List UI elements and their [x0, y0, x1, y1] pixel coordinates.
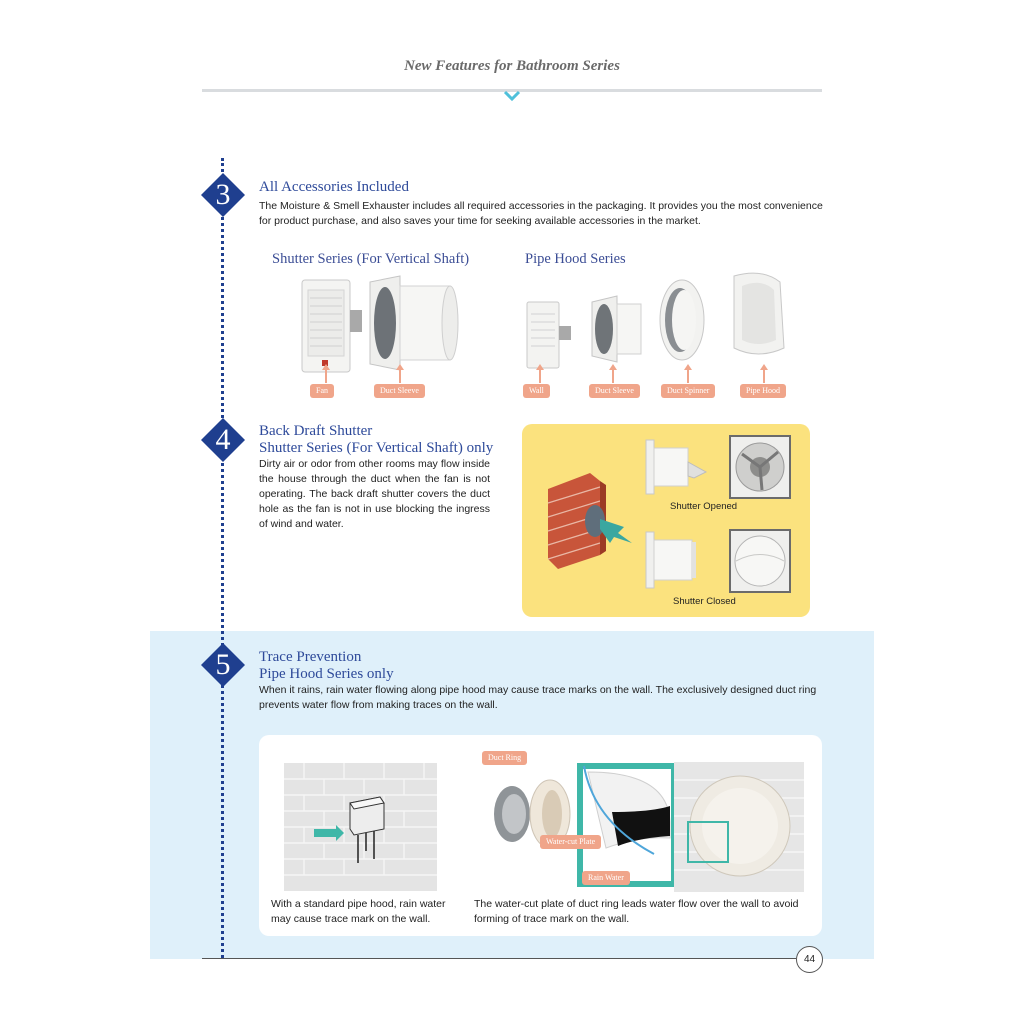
section-5-badge — [201, 643, 245, 687]
tag-fan: Fan — [310, 384, 334, 398]
pipe-hood-arrow — [763, 369, 765, 383]
shutter-closed-label: Shutter Closed — [673, 596, 736, 607]
section-5-body: When it rains, rain water flowing along pipe hood may cause trace marks on the wall. The exclusively designed duct ring prevents water flow from making traces on the wall. — [259, 684, 817, 711]
duct-ring-illustration — [478, 762, 804, 892]
section-3-body: The Moisture & Smell Exhauster includes all required accessories in the packaging. It provides you the most convenience for product purchase, and also saves your time for seeking available accessories in the market. — [259, 200, 823, 227]
duct-sleeve-arrow — [399, 369, 401, 383]
shutter-opened-label: Shutter Opened — [670, 501, 738, 512]
tag-wall: Wall — [523, 384, 550, 398]
timeline-dotted-line — [221, 158, 224, 958]
section-4-title: Back Draft Shutter — [259, 423, 373, 439]
footer-divider — [202, 958, 796, 959]
pipe-hood-series-heading: Pipe Hood Series — [525, 251, 626, 267]
section-3-number: 3 — [215, 178, 231, 211]
tag-pipe-duct-sleeve: Duct Sleeve — [589, 384, 640, 398]
section-4-badge — [201, 418, 245, 462]
standard-pipe-hood-illustration — [284, 763, 437, 891]
shutter-closed-front-view — [728, 528, 792, 594]
shutter-closed-side-view — [644, 530, 710, 590]
chevron-down-icon — [503, 90, 521, 102]
shutter-opened-front-view — [728, 434, 792, 500]
section-4-subtitle: Shutter Series (For Vertical Shaft) only — [259, 440, 494, 456]
shutter-series-heading: Shutter Series (For Vertical Shaft) — [272, 251, 470, 267]
tag-water-cut-plate: Water-cut Plate — [540, 835, 601, 849]
tag-rain-water: Rain Water — [582, 871, 630, 885]
tag-duct-ring: Duct Ring — [482, 751, 527, 765]
fan-arrow — [325, 369, 327, 383]
pipe-hood-series-illustration — [522, 268, 792, 373]
tag-duct-sleeve: Duct Sleeve — [374, 384, 425, 398]
tag-duct-spinner: Duct Spinner — [661, 384, 715, 398]
tag-pipe-hood: Pipe Hood — [740, 384, 786, 398]
page-number: 44 — [796, 946, 823, 973]
pipe-duct-sleeve-arrow — [612, 369, 614, 383]
duct-spinner-arrow — [687, 369, 689, 383]
shutter-opened-side-view — [644, 438, 710, 498]
section-3-badge — [201, 173, 245, 217]
section-5-subtitle: Pipe Hood Series only — [259, 666, 394, 682]
section-5-number: 5 — [215, 648, 231, 681]
section-5-title: Trace Prevention — [259, 649, 362, 665]
brick-wall-illustration — [540, 469, 640, 569]
caption-duct-ring: The water-cut plate of duct ring leads water flow over the wall to avoid forming of trace mark on the wall. — [474, 898, 799, 925]
section-3-title: All Accessories Included — [259, 179, 409, 195]
wall-arrow — [539, 369, 541, 383]
page-header-title: New Features for Bathroom Series — [404, 58, 620, 74]
section-4-number: 4 — [215, 423, 231, 456]
shutter-series-illustration — [296, 272, 461, 377]
section-4-body: Dirty air or odor from other rooms may flow inside the house through the duct when the fan is not operating. The back draft shutter covers the duct hole as the fan is not in use blocking the ingress of wind and water. — [259, 458, 490, 530]
caption-standard-pipe-hood: With a standard pipe hood, rain water may cause trace mark on the wall. — [271, 898, 446, 925]
back-draft-shutter-panel — [522, 424, 810, 617]
